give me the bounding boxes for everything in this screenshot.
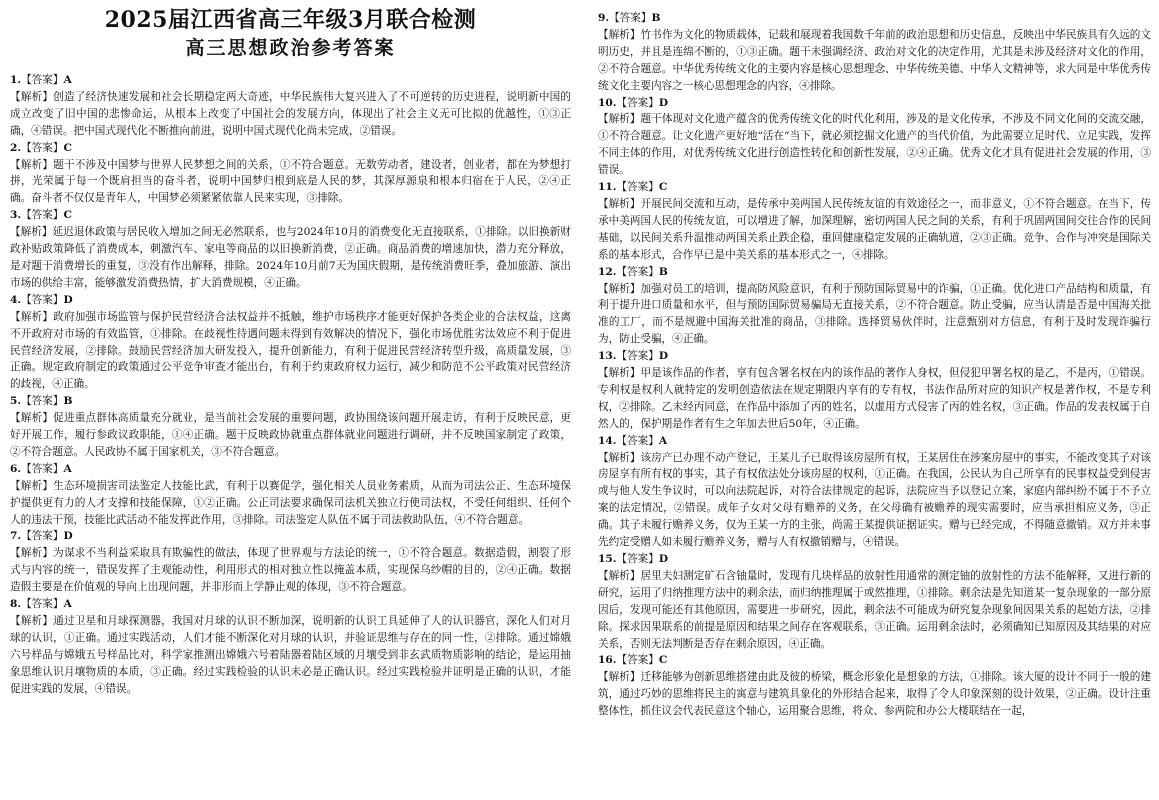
question-number: 13. — [598, 350, 617, 363]
answer-tag: 【答案】 — [616, 350, 659, 363]
answer-line — [598, 179, 1151, 196]
explanation-text: 甲是该作品的作者，享有包含署名权在内的该作品的著作人身权，但侵犯甲署名权的是乙，不是丙，①错误。专利权是权利人就特定的发明创造依法在规定期限内享有的专有权，书法作品所对应的知识产权是著作权，不是专利权，②排除。乙未经丙同意，在作品中添加了丙的姓名，以虚用方式侵害了丙的姓名权，③正确。作品的发表权属于自然人的，保护期是作者有生之年加去世后50年，④正确。 — [598, 367, 1151, 430]
explanation — [598, 196, 1151, 264]
question-number: 3. — [10, 209, 22, 222]
answer-tag: 【答案】 — [616, 181, 659, 194]
answer-tag: 【答案】 — [21, 530, 64, 543]
answer-choice: D — [63, 293, 73, 306]
explanation — [10, 478, 571, 529]
explanation-text: 加强对员工的培训，提高防风险意识，有利于预防国际贸易中的诈骗，①正确。优化进口产品结构和质量，有利于提升进口质量和水平，但与预防国际贸易骗局无直接关系，②不符合题意。防止受骗，应当认清是否是中国海关批准的工厂，而不是规避中国海关批准的商品，③排除。选择贸易伙伴时，注意甄别对方信息，有利于及时发现诈骗行为，防止受骗，④正确。 — [598, 282, 1151, 346]
answer-choice: A — [63, 74, 72, 86]
answer-item — [10, 72, 571, 140]
explain-tag: 【解析】 — [598, 28, 641, 41]
explanation — [598, 568, 1151, 653]
answer-line — [10, 140, 571, 157]
answer-line — [10, 596, 571, 613]
answer-tag: 【答案】 — [21, 462, 64, 475]
answer-line — [598, 433, 1151, 450]
explanation — [10, 545, 571, 596]
question-number: 8. — [10, 598, 22, 611]
explain-tag: 【解析】 — [598, 197, 641, 210]
explanation-text: 居里夫妇测定矿石含铀量时，发现有几块样品的放射性用通常的测定铀的放射性的方法不能解释，又进行新的研究，运用了归纳推理方法中的剩余法，而归纳推理属于或然推理，①排除。剩余法是先知道某一复杂现象的一部分原因后，发现可能还有其他原因，需要进一步研究，因此，剩余法不可能成为研究复杂现象间因果关系的起始方法，②排除。探求因果联系的前提是原因和结果之间存在客观联系，③正确。运用剩余法时，必须确知已知原因及其结果的对应关系，否则无法判断是否存在剩余原因，④正确。 — [598, 569, 1151, 650]
explain-tag: 【解析】 — [10, 158, 54, 171]
answer-choice: D — [658, 553, 668, 565]
question-number: 16. — [598, 654, 617, 667]
explanation — [10, 309, 571, 394]
explanation-text: 题干不涉及中国梦与世界人民梦想之间的关系，①不符合题意。无数劳动者，建设者，创业者，都在为梦想打拼，光荣属于每一个既肩担当的奋斗者，说明中国梦归根到底是人民的梦，其深厚源泉和根本归宿在于人民，②④正确。奋斗者不仅仅是青年人，中国梦必须紧紧依靠人民来实现，③排除。 — [10, 158, 571, 205]
answer-tag: 【答案】 — [616, 553, 659, 565]
explanation-text: 开展民间交流和互动，是传承中美两国人民传统友谊的有效途径之一，而非意义，①不符合题意。在当下，传承中美两国人民的传统友谊，可以增进了解，加深理解，密切两国人民之间的关系，有利于巩固两国间交往合作的民间基础，以民间关系升温推动两国关系止跌企稳，重回健康稳定发展的正确轨道，②③正确。竞争、合作与冲突是国际关系的基本形式，合作早已是中美关系的基本形式之一，④排除。 — [598, 197, 1151, 261]
answer-line — [598, 264, 1151, 281]
answer-choice: A — [658, 434, 668, 447]
answer-line — [598, 348, 1151, 365]
answer-item — [10, 393, 571, 461]
explanation — [10, 410, 571, 461]
question-number: 11. — [598, 181, 617, 194]
explanation — [598, 450, 1151, 551]
explanation-text: 为谋求不当利益采取具有欺骗性的做法，体现了世界观与方法论的统一，①不符合题意。数据造假，割裂了形式与内容的统一，错误发挥了主观能动性，利用形式的相对独立性以掩盖本质，实现保乌纱帽的目的，②④正确。数据造假主要是在价值观的导向上出现问题，并非形而上学静止观的体现，③不符合题意。 — [10, 547, 571, 594]
explain-tag: 【解析】 — [10, 412, 54, 425]
explanation-text: 该房产已办理不动产登记，王某儿子已取得该房屋所有权，王某居住在涉案房屋中的事实，不能改变其子对该房屋享有所有权的事实，其子有权依法处分该房屋的权利，①正确。在我国，公民认为自己所享有的民事权益受到侵害或与他人发生争议时，可以向法院起诉，对符合法律规定的起诉，法院应当予以登记立案，家庭内部纠纷不属于不予立案的法定情况，②错误。成年子女对父母有赡养的义务，在父母确有被赡养的现实需要时，应当承担相应义务，③正确。其子未履行赡养义务，仅为王某一方的主张，尚需王某提供证据证实。赠与已经完成，不得随意撤销。双方并未事先约定受赠人如未履行赡养义务，赠与人有权撤销赠与，④错误。 — [598, 451, 1151, 549]
answer-tag: 【答案】 — [616, 265, 659, 278]
explanation — [598, 111, 1151, 179]
explanation-text: 政府加强市场监管与保护民营经济合法权益并不抵触，维护市场秩序才能更好保护各类企业的合法权益，这离不开政府对市场的有效监管，①排除。在歧视性待遇问题未得到有效解决的情况下，强化市场优胜劣汰效应不利于促进民营经济发展，②排除。鼓励民营经济加大研发投入，提升创新能力，有利于促进民营经济转型升级，高质量发展，③正确。规定政府制定的政策通过公平竞争审查才能出台，有利于约束政府权力运行，减少和防范不公平政策对民营经济的歧视，④正确。 — [10, 310, 571, 391]
explanation — [598, 669, 1151, 720]
explain-tag: 【解析】 — [10, 547, 54, 560]
question-number: 2. — [10, 141, 22, 154]
answer-choice: C — [658, 181, 668, 194]
answer-item — [598, 551, 1151, 652]
answer-tag: 【答案】 — [21, 141, 64, 154]
answer-tag: 【答案】 — [609, 12, 652, 24]
answer-choice: D — [658, 96, 668, 109]
explanation-text: 创造了经济快速发展和社会长期稳定两大奇迹，中华民族伟大复兴进入了不可逆转的历史进程，说明新中国的成立改变了旧中国的悲惨命运，从根本上改变了中国社会的发展方向，体现出了社会主义无可比拟的优越性，①③正确，④错误。把中国式现代化不断推向前进，说明中国式现代化尚未完成，②错误。 — [10, 90, 571, 137]
explanation-text: 生态环境损害司法鉴定人技能比武，有利于以赛促学，强化相关人员业务素质，从而为司法公正、生态环境保护提供更有力的人才支撑和技能保障，①②正确。公正司法要求确保司法机关独立行使司法权，不受任何组织、任何个人的违法干预，技能比武活动不能发挥此作用，③排除。司法鉴定人队伍不属于司法救助队伍，④不符合题意。 — [10, 479, 571, 526]
question-number: 10. — [598, 96, 617, 109]
answer-tag: 【答案】 — [616, 434, 659, 447]
explanation-text: 延迟退休政策与居民收入增加之间无必然联系，也与2024年10月的消费变化无直接联系，①排除。以旧换新财政补贴政策降低了消费成本，刺激汽车、家电等商品的以旧换新消费，②正确。商品消费的增速加快，潜力充分释放，是对题干消费增长的重复，③没有作出解释，排除。2024年10月前7天为国庆假期，是传统消费旺季，叠加旅游、演出市场的供给丰富，能够激发消费热情，扩大消费规模，④正确。 — [10, 226, 571, 289]
explain-tag: 【解析】 — [10, 479, 54, 492]
answer-choice: C — [63, 209, 72, 222]
answer-choice: C — [63, 141, 72, 154]
answer-item — [598, 652, 1151, 720]
explanation-text: 通过卫星和月球探测器，我国对月球的认识不断加深，说明新的认识工具延伸了人的认识器官，深化人们对月球的认识，①正确。通过实践活动，人们才能不断深化对月球的认识，并验证思维与存在的同一性，②排除。通过嫦娥六号样品与嫦娥五号样品比对，科学家推测出嫦娥六号着陆器着陆区域的月壤受到非玄武质物质影响的结论，是运用抽象思维认识月壤物质的本质，③正确。经过实践检验的认识未必是正确认识。经过实践检验并证明是正确的认识，才能促进实践的发展，④错误。 — [10, 615, 571, 695]
answer-item — [598, 95, 1151, 180]
answer-line — [10, 528, 571, 545]
answer-choice: A — [63, 462, 72, 475]
answer-line — [598, 10, 1151, 27]
explanation-text: 迁移能够为创新思维搭建由此及彼的桥梁，概念形象化是想象的方法，①排除。该大厦的设计不同于一般的建筑，通过巧妙的思维将民主的寓意与建筑具象化的外形结合起来，取得了令人印象深刻的设计效果，②正确。设计注重整体性，抓住议会代表民意这个轴心，运用聚合思维，将众、参两院和办公大楼联结在一起， — [598, 671, 1151, 718]
explanation — [10, 157, 571, 208]
answer-line — [10, 72, 571, 89]
answer-item — [598, 179, 1151, 264]
explanation — [10, 613, 571, 698]
answer-line — [10, 292, 571, 309]
answer-item — [10, 461, 571, 529]
answer-choice: B — [658, 265, 668, 278]
explain-tag: 【解析】 — [598, 671, 641, 684]
answer-line — [10, 461, 571, 478]
answer-tag: 【答案】 — [616, 654, 659, 667]
explain-tag: 【解析】 — [598, 569, 641, 582]
explanation-text: 题干体现对文化遗产蕴含的优秀传统文化的时代化利用，涉及的是文化传承，不涉及不同文化间的交流交融，①不符合题意。让文化遗产更好地“活在”当下，就必须挖掘文化遗产的当代价值，为此需要立足时代、立足实践，发挥不同主体的作用，对优秀传统文化进行创造性转化和创新性发展，②④正确。优秀文化才具有促进社会发展的作用，③错误。 — [598, 113, 1151, 177]
explain-tag: 【解析】 — [598, 451, 641, 464]
question-number: 6. — [10, 462, 22, 475]
answer-choice: C — [658, 654, 668, 667]
answer-item — [598, 10, 1151, 95]
explain-tag: 【解析】 — [598, 367, 641, 380]
explain-tag: 【解析】 — [10, 310, 54, 323]
answer-tag: 【答案】 — [616, 96, 659, 109]
explain-tag: 【解析】 — [598, 282, 641, 295]
answer-choice: A — [63, 598, 72, 611]
page-subtitle: 高三思想政治参考答案 — [185, 37, 396, 59]
explain-tag: 【解析】 — [598, 113, 641, 126]
right-answer-list — [598, 10, 1151, 720]
answer-line — [598, 652, 1151, 669]
question-number: 15. — [598, 553, 617, 565]
explanation — [598, 27, 1151, 95]
question-number: 1. — [10, 74, 22, 86]
answer-tag: 【答案】 — [21, 395, 64, 408]
explanation — [10, 89, 571, 140]
answer-choice: D — [63, 530, 73, 543]
answer-tag: 【答案】 — [21, 74, 64, 86]
answer-tag: 【答案】 — [21, 293, 64, 306]
question-number: 7. — [10, 530, 22, 543]
answer-item — [598, 348, 1151, 433]
explain-tag: 【解析】 — [10, 226, 53, 239]
page-title: 2025届江西省高三年级3月联合检测 — [104, 7, 477, 33]
answer-choice: D — [658, 350, 668, 363]
right-column — [598, 0, 1151, 800]
left-column — [10, 0, 571, 800]
question-number: 5. — [10, 395, 22, 408]
question-number: 14. — [598, 434, 617, 447]
explanation-text: 促进重点群体高质量充分就业，是当前社会发展的重要问题，政协围绕该问题开展走访，有利于反映民意，更好开展工作，履行参政议政职能，①④正确。题干反映政协就重点群体就业问题进行调研，并不反映国家制定了政策，②不符合题意。人民政协不属于国家机关，③不符合题意。 — [10, 412, 571, 458]
answer-item — [10, 207, 571, 292]
answer-choice: B — [63, 395, 73, 408]
answer-line — [598, 95, 1151, 112]
answer-line — [10, 393, 571, 410]
left-answer-list — [10, 72, 571, 698]
explain-tag: 【解析】 — [10, 615, 54, 627]
answer-choice: B — [651, 12, 661, 24]
answer-item — [10, 140, 571, 208]
answer-item — [598, 264, 1151, 349]
answer-item — [10, 596, 571, 697]
question-number: 12. — [598, 265, 617, 278]
answer-item — [10, 292, 571, 393]
question-number: 4. — [10, 293, 22, 306]
answer-tag: 【答案】 — [21, 598, 64, 611]
answer-line — [10, 207, 571, 224]
answer-line — [598, 551, 1151, 568]
explanation-text: 竹书作为文化的物质载体，记载和展现着我国数千年前的政治思想和历史信息，反映出中华民族具有久远的文明历史，并且是连绵不断的，①③正确。题干未强调经济、政治对文化的决定作用，尤其是未涉及经济对文化的作用，②不符合题意。中华优秀传统文化的主要内容是核心思想理念、中华传统美德、中华人文精神等，求大同是中华优秀传统文化主要内容之一核心思想理念的内容，④排除。 — [598, 28, 1151, 92]
explain-tag: 【解析】 — [10, 90, 54, 103]
explanation — [598, 281, 1151, 349]
explanation — [598, 365, 1151, 433]
answer-item — [598, 433, 1151, 551]
question-number: 9. — [598, 12, 610, 24]
explanation — [10, 224, 571, 292]
answer-item — [10, 528, 571, 596]
answer-tag: 【答案】 — [21, 209, 64, 222]
